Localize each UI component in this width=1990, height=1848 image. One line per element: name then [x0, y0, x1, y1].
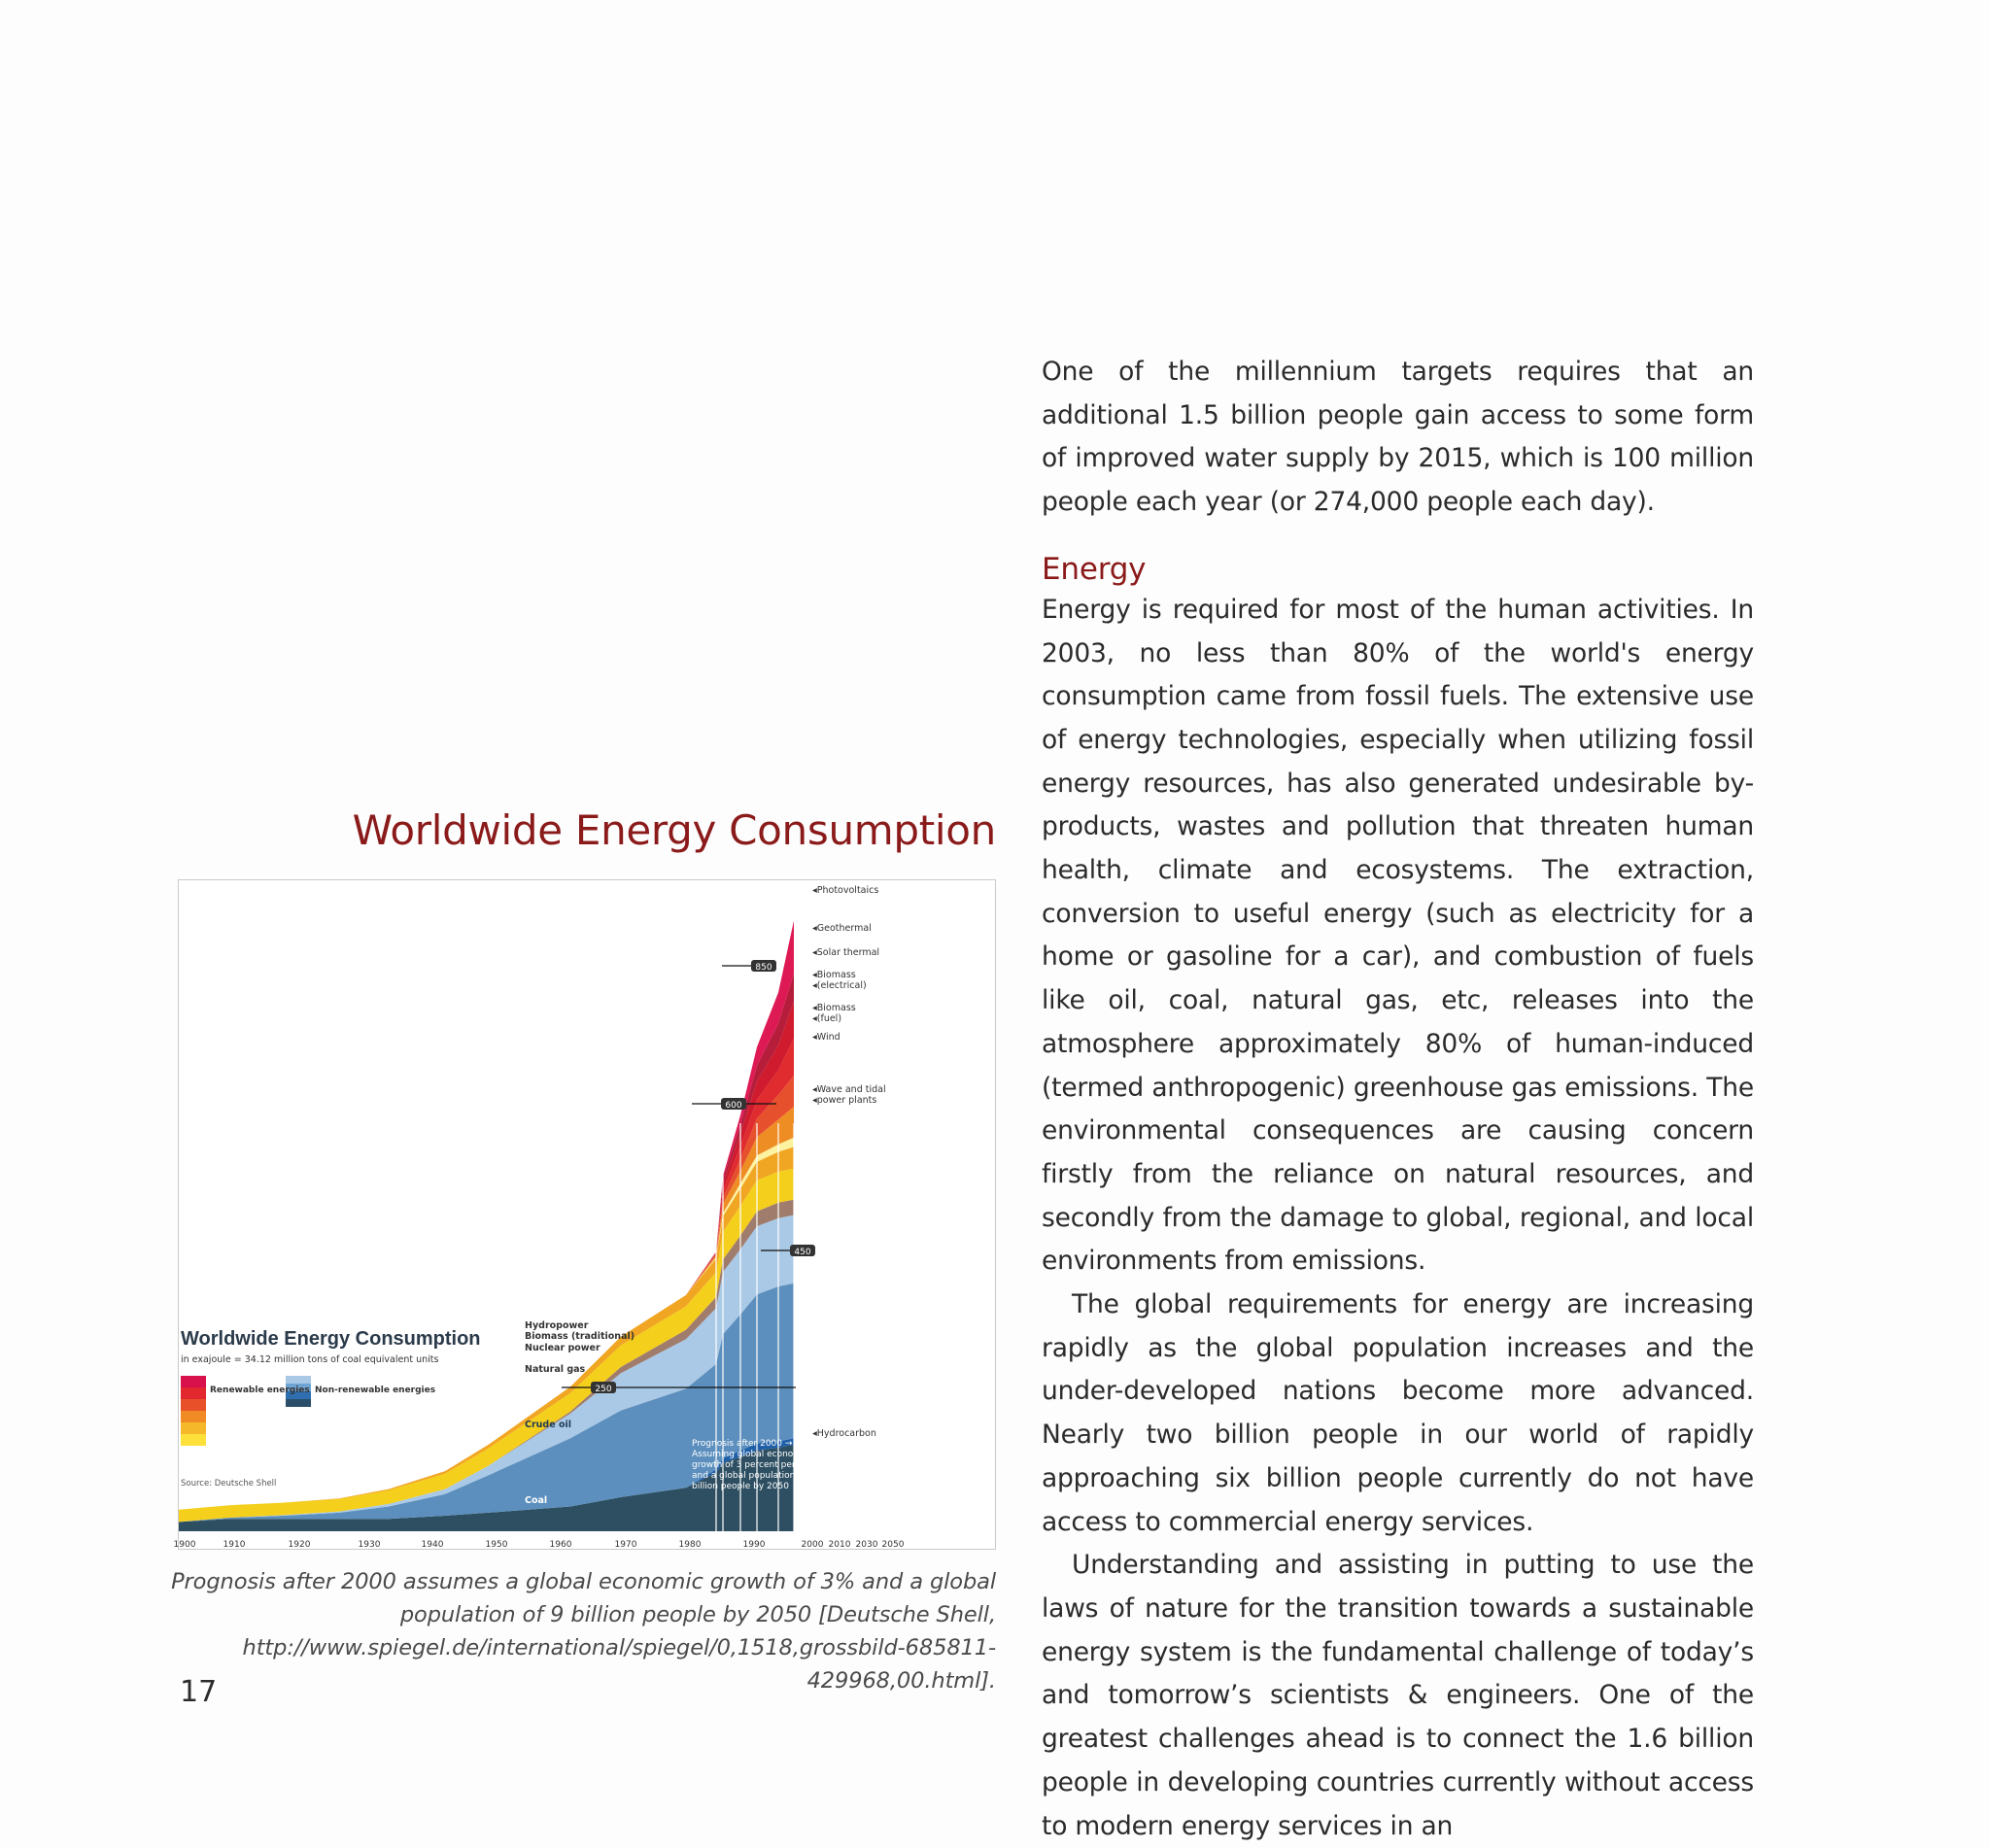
- x-tick-label: 2010: [828, 1540, 851, 1550]
- inset-series-label: Nuclear power: [525, 1343, 600, 1353]
- legend-renewable-label: Renewable energies: [210, 1386, 310, 1395]
- figure-title: Worldwide Energy Consumption: [352, 806, 996, 854]
- inset-series-label: Coal: [525, 1495, 548, 1506]
- series-label: ◂Solar thermal: [812, 947, 880, 958]
- x-tick-label: 1930: [358, 1540, 381, 1550]
- inset-series-label: Hydropower: [525, 1320, 589, 1331]
- legend-renewable-swatches: [181, 1376, 206, 1446]
- figure-caption: Prognosis after 2000 assumes a global economic growth of 3% and a global population of 9 billion people by 2050 [Deutsche Shell, http://www.spiegel.de/international/spiegel/0,1518,grossbild-685811-429968,00.html].: [171, 1569, 996, 1694]
- legend-swatch-renewable: [181, 1376, 206, 1387]
- chart-areas: [179, 880, 995, 1549]
- paragraph-energy-2: The global requirements for energy are increasing rapidly as the global population increases and the under-developed nations become more advanced. Nearly two billion people in our world of rapidly approaching six billion people currently do not have access to commercial energy services.: [1042, 1289, 1754, 1537]
- chart-inner-title: Worldwide Energy Consumption: [181, 1328, 481, 1350]
- series-label: ◂Geothermal: [812, 923, 872, 934]
- legend-nonrenewable-label: Non-renewable energies: [315, 1386, 436, 1395]
- x-tick-label: 1990: [742, 1540, 766, 1550]
- series-label: ◂(electrical): [812, 980, 867, 991]
- legend-swatch-nonrenewable: [286, 1376, 311, 1384]
- series-label: ◂Wave and tidal: [812, 1084, 886, 1095]
- inset-series-label: Biomass (traditional): [525, 1331, 635, 1342]
- x-tick-label: 2050: [881, 1540, 905, 1550]
- x-tick-label: 1980: [678, 1540, 702, 1550]
- reference-value: 850: [755, 963, 772, 973]
- inset-series-label: Natural gas: [525, 1364, 586, 1375]
- series-label: ◂Biomass: [812, 970, 856, 980]
- series-label: ◂Biomass: [812, 1003, 856, 1013]
- energy-chart-svg: [173, 880, 995, 1550]
- x-tick-label: 2030: [855, 1540, 878, 1550]
- paragraph-water: One of the millennium targets requires that an additional 1.5 billion people gain access to some form of improved water supply by 2015, which is 100 million people each year (or 274,000 people each day).: [1042, 357, 1754, 518]
- prognosis-text: Prognosis after 2000 → Assuming global economic growth of 3 percent per year and a global population of 9 billion people by 2050: [692, 1439, 818, 1491]
- section-heading-energy: Energy: [1042, 551, 1147, 587]
- x-tick-label: 1910: [223, 1540, 246, 1550]
- chart-source: Source: Deutsche Shell: [181, 1479, 277, 1489]
- reference-value: 250: [595, 1385, 612, 1394]
- chart-subtitle: in exajoule = 34.12 million tons of coal equivalent units: [181, 1354, 439, 1365]
- legend-swatch-renewable: [181, 1434, 206, 1446]
- x-tick-label: 1950: [485, 1540, 508, 1550]
- legend-swatch-renewable: [181, 1399, 206, 1411]
- paragraph-energy-1: Energy is required for most of the human activities. In 2003, no less than 80% of the world's energy consumption came from fossil fuels. The extensive use of energy technologies, especially when utilizing fossil energy resources, has also generated undesirable by-products, wastes and pollution that threaten human health, climate and ecosystems. The extraction, conversion to useful energy (such as electricity for a home or gasoline for a car), and combustion of fuels like oil, coal, natural gas, etc, releases into the atmosphere approximately 80% of human-induced (termed anthropogenic) greenhouse gas emissions. The environmental consequences are causing concern firstly from the reliance on natural resources, and secondly from the damage to global, regional, and local environments from emissions.: [1042, 594, 1754, 1277]
- article-body: [1042, 351, 1754, 1848]
- paragraph-energy-3: Understanding and assisting in putting to use the laws of nature for the transition towards a sustainable energy system is the fundamental challenge of today’s and tomorrow’s scientists & engineers. One of the greatest challenges ahead is to connect the 1.6 billion people in developing countries currently without access to modern energy services in an: [1042, 1550, 1754, 1841]
- x-tick-label: 1940: [421, 1540, 444, 1550]
- page-number: 17: [180, 1675, 218, 1709]
- legend-swatch-renewable: [181, 1411, 206, 1422]
- series-label: ◂Wind: [812, 1032, 841, 1043]
- inset-series-label: Crude oil: [525, 1420, 572, 1430]
- x-tick-label: 1960: [549, 1540, 572, 1550]
- legend-swatch-nonrenewable: [286, 1399, 311, 1407]
- reference-value: 600: [725, 1101, 742, 1111]
- series-label: ◂Hydrocarbon: [812, 1428, 876, 1439]
- x-tick-label: 1970: [614, 1540, 637, 1550]
- series-label: ◂(fuel): [812, 1013, 842, 1024]
- legend-swatch-renewable: [181, 1387, 206, 1399]
- x-tick-label: 1900: [173, 1540, 196, 1550]
- series-label: ◂power plants: [812, 1095, 877, 1106]
- chart-x-ticks: [174, 1540, 905, 1550]
- legend-swatch-renewable: [181, 1422, 206, 1434]
- prognosis-annotation: [692, 1439, 818, 1512]
- x-tick-label: 1920: [288, 1540, 311, 1550]
- energy-chart: [173, 879, 996, 1550]
- series-label: ◂Photovoltaics: [812, 885, 879, 896]
- reference-value: 450: [794, 1248, 811, 1257]
- x-tick-label: 2000: [801, 1540, 824, 1550]
- chart-legend: [181, 1328, 481, 1489]
